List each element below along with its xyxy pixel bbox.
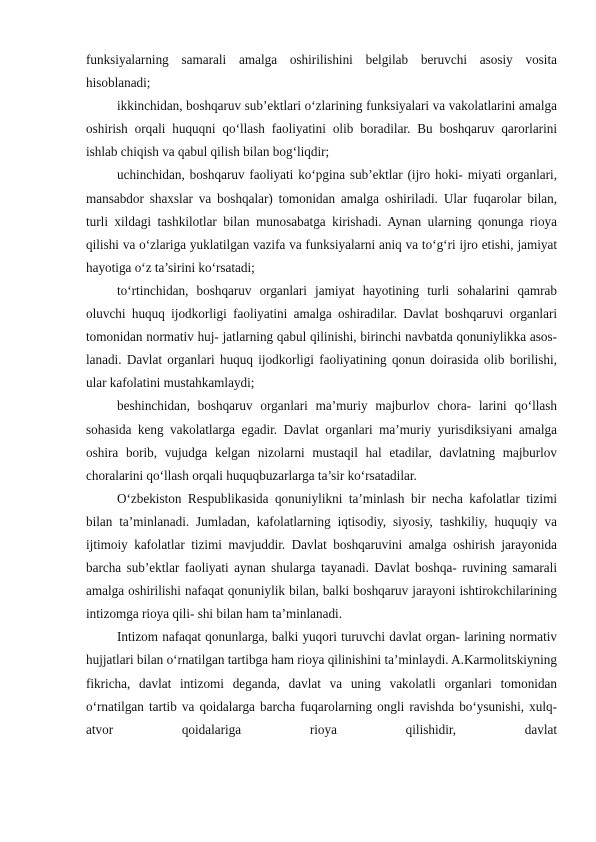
paragraph-continuation: funksiyalarning samarali amalga oshirilishini belgilab beruvchi asosiy vosita hisoblanadi; bbox=[86, 52, 557, 91]
paragraph-legality-guarantees: O‘zbekiston Respublikasida qonuniylikni ta’minlash bir necha kafolatlar tizimi bilan ta’minlanadi. Jumladan, kafolatlarning iqtisodiy, siyosiy, tashkiliy, huquqiy va ijtimoiy kafolatlar tizimi mavjuddir. Davlat boshqaruvini amalga oshirish jarayonida barcha sub’ektlar faoliyati aynan shularga tayanadi. Davlat boshqa- ruvining samarali amalga oshirilishi nafaqat qonuniylik bilan, balki boshqaruv jarayoni ishtirokchilarining intizomga rioya qili- shi bilan ham ta’minlanadi. bbox=[86, 490, 557, 622]
document-page bbox=[86, 48, 557, 741]
paragraph-fourth-point: to‘rtinchidan, boshqaruv organlari jamiyat hayotining turli sohalarini qamrab oluvchi huquq ijodkorligi faoliyatini amalga oshiradilar. Davlat boshqaruvi organlari tomonidan normativ huj- jatlarning qabul qilinishi, birinchi navbatda qonuniylikka asos- lanadi. Davlat organlari huquq ijodkorligi faoliyatining qonun doirasida olib borilishi, ular kafolatini mustahkamlaydi; bbox=[86, 282, 557, 391]
paragraph-third-point: uchinchidan, boshqaruv faoliyati ko‘pgina sub’ektlar (ijro hoki- miyati organlari, mansabdor shaxslar va boshqalar) tomonidan amalga oshiriladi. Ular fuqarolar bilan, turli xildagi tashkilotlar bilan munosabatga kirishadi. Aynan ularning qonunga rioya qilishi va o‘zlariga yuklatilgan vazifa va funksiyalarni aniq va to‘g‘ri ijro etishi, jamiyat hayotiga o‘z ta’sirini ko‘rsatadi; bbox=[86, 167, 557, 275]
paragraph-discipline: Intizom nafaqat qonunlarga, balki yuqori turuvchi davlat organ- larining normativ hujjatlari bilan o‘rnatilgan tartibga ham rioya qilinishini ta’minlaydi. A.Karmolitskiyning fikricha, davlat intizomi deganda, davlat va uning vakolatli organlari tomonidan o‘rnatilgan tartib va qoidalarga barcha fuqarolarning ongli ravishda bo‘ysunishi, xulq-atvor qoidalariga rioya qilishidir, davlat bbox=[86, 629, 557, 737]
paragraph-second-point: ikkinchidan, boshqaruv sub’ektlari o‘zlarining funksiyalari va vakolatlarini amalga oshirish orqali huquqni qo‘llash faoliyatini olib boradilar. Bu boshqaruv qarorlarini ishlab chiqish va qabul qilish bilan bog‘liqdir; bbox=[86, 98, 557, 160]
paragraph-fifth-point: beshinchidan, boshqaruv organlari ma’muriy majburlov chora- larini qo‘llash sohasida keng vakolatlarga egadir. Davlat organlari ma’muriy yurisdiksiyani amalga oshira borib, vujudga kelgan nizolarni mustaqil hal etadilar, davlatning majburlov choralarini qo‘llash orqali huquqbuzarlarga ta’sir ko‘rsatadilar. bbox=[86, 398, 557, 483]
